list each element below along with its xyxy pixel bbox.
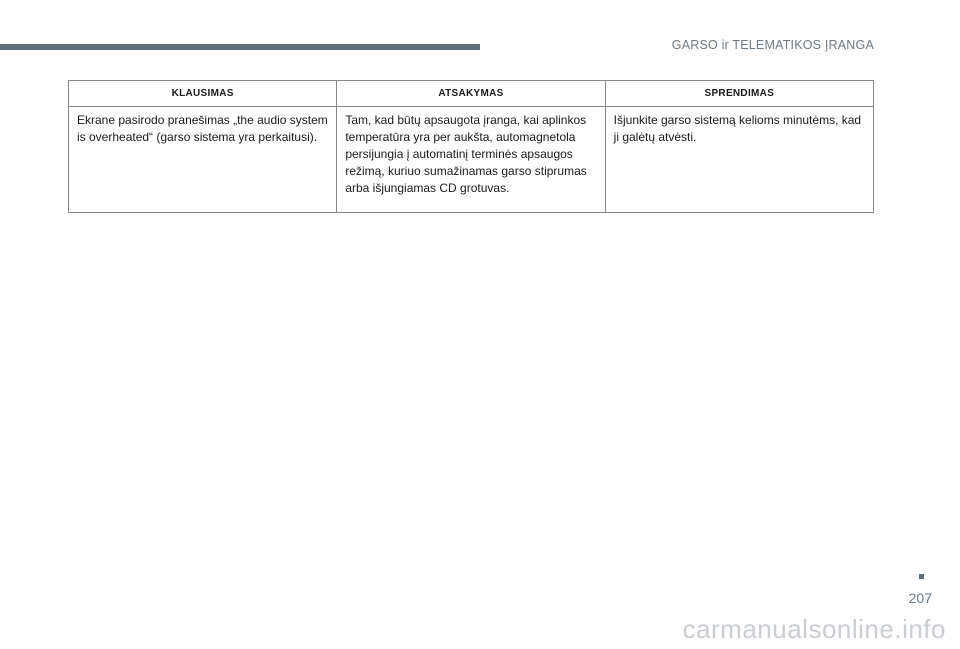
table-header-row <box>69 81 874 107</box>
page-marker-square <box>919 574 924 579</box>
column-header-solution: SPRENDIMAS <box>605 81 873 107</box>
watermark-text: carmanualsonline.info <box>682 614 946 644</box>
cell-question: Ekrane pasirodo pranešimas „the audio system is overheated“ (garso sistema yra perkaitusi). <box>69 107 337 213</box>
column-header-answer: ATSAKYMAS <box>337 81 605 107</box>
page-number: 207 <box>908 590 932 606</box>
cell-solution: Išjunkite garso sistemą kelioms minutėms, kad ji galėtų atvėsti. <box>605 107 873 213</box>
table-row <box>69 107 874 213</box>
column-header-question: KLAUSIMAS <box>69 81 337 107</box>
header-bar <box>0 44 480 50</box>
faq-table <box>68 80 874 213</box>
cell-answer: Tam, kad būtų apsaugota įranga, kai aplinkos temperatūra yra per aukšta, automagnetola persijungia į automatinį terminės apsaugos režimą, kuriuo sumažinamas garso stiprumas arba išjungiamas CD grotuvas. <box>337 107 605 213</box>
section-title: GARSO ir TELEMATIKOS ĮRANGA <box>671 38 874 52</box>
